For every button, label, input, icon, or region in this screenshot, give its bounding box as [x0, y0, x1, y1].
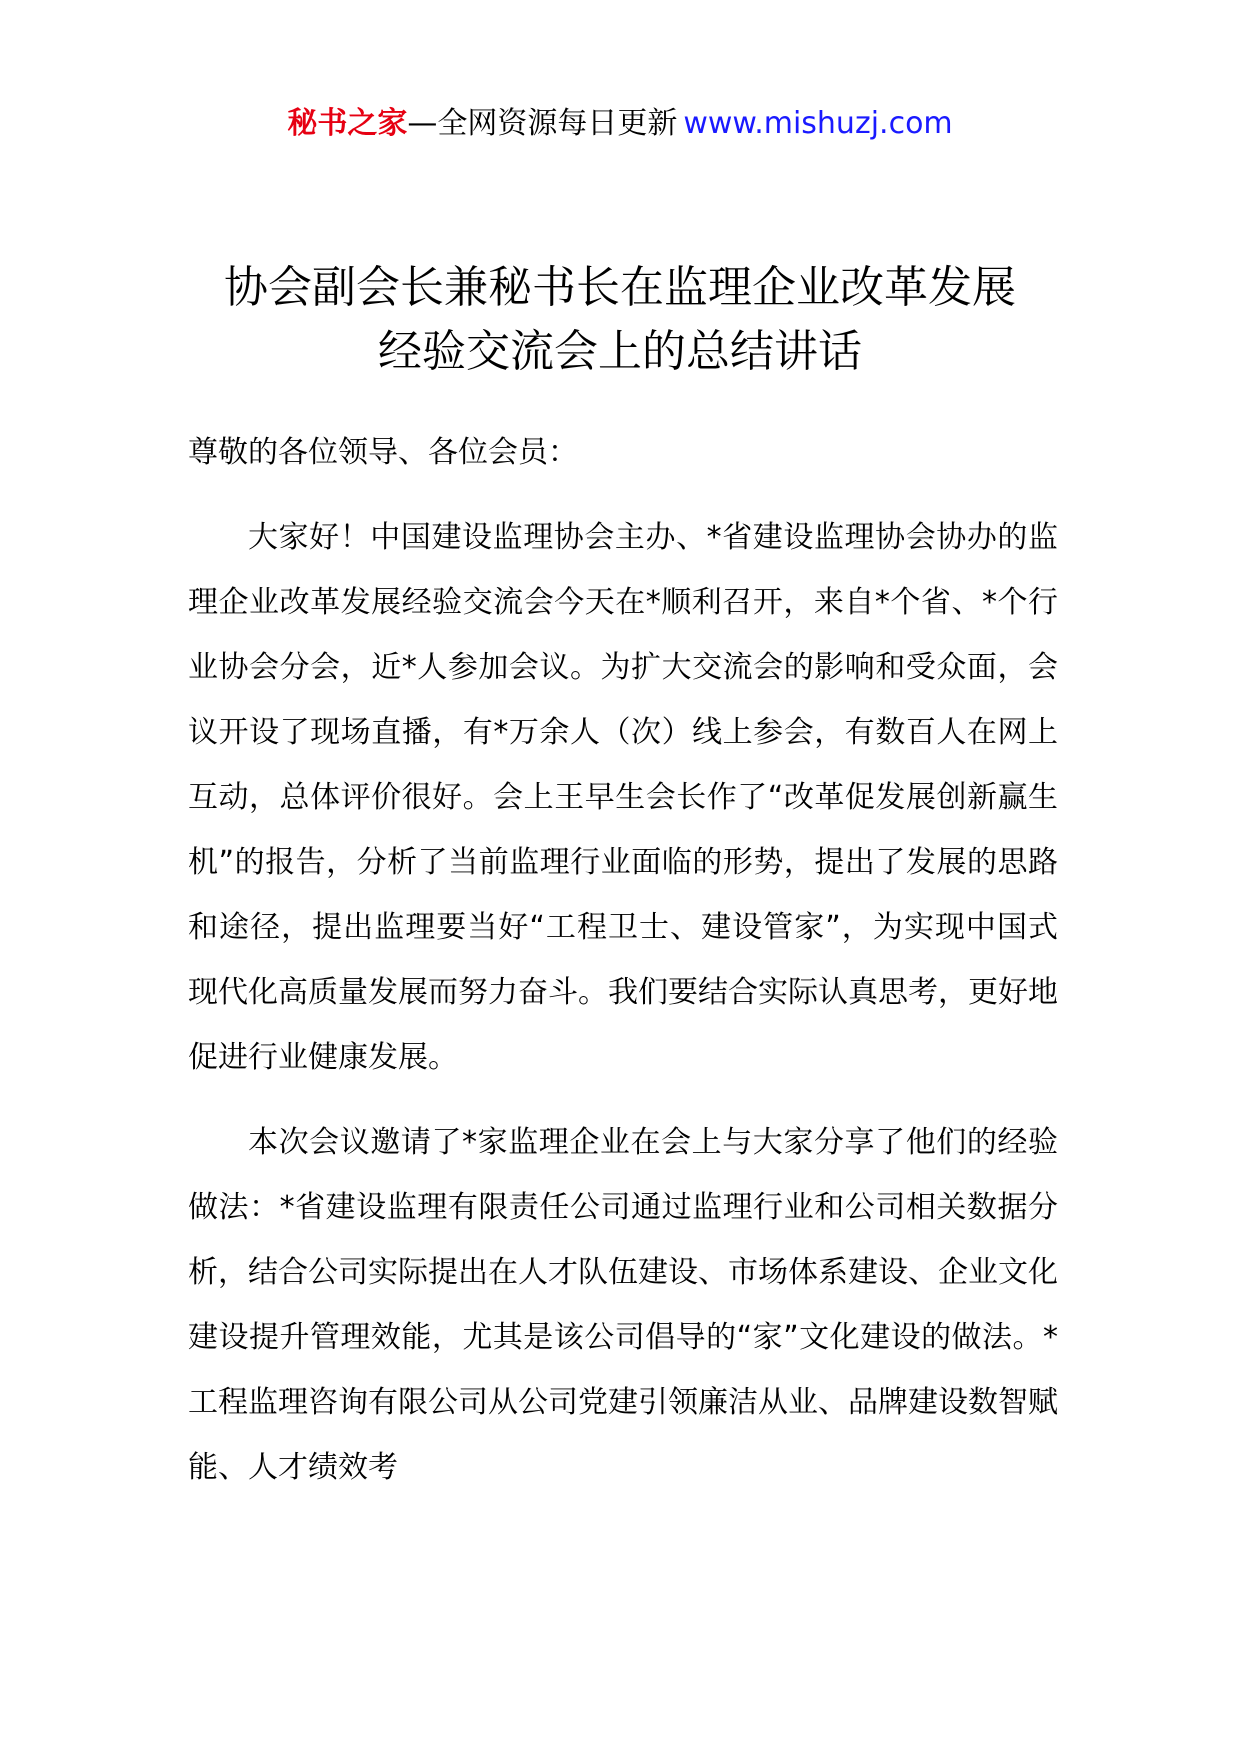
title-line-2: 经验交流会上的总结讲话 — [378, 326, 862, 377]
document-title — [0, 256, 1240, 384]
paragraph: 大家好！中国建设监理协会主办、*省建设监理协会协办的监理企业改革发展经验交流会今天在*顺利召开，来自*个省、*个行业协会分会，近*人参加会议。为扩大交流会的影响和受众面，会议开设了现场直播，有*万余人（次）线上参会，有数百人在网上互动，总体评价很好。会上王早生会长作了“改革促发展创新赢生机”的报告，分析了当前监理行业面临的形势，提出了发展的思路和途径，提出监理要当好“工程卫士、建设管家”，为实现中国式现代化高质量发展而努力奋斗。我们要结合实际认真思考，更好地促进行业健康发展。 — [188, 520, 1058, 1075]
salutation: 尊敬的各位领导、各位会员： — [188, 435, 578, 470]
header-brand: 秘书之家 — [287, 106, 408, 141]
header-slogan: —全网资源每日更新 — [407, 106, 678, 141]
site-header — [0, 102, 1240, 146]
title-line-1: 协会副会长兼秘书长在监理企业改革发展 — [224, 262, 1016, 313]
header-url-link[interactable]: www.mishuzj.com — [683, 106, 953, 141]
document-body — [188, 420, 1058, 1520]
paragraph: 本次会议邀请了*家监理企业在会上与大家分享了他们的经验做法：*省建设监理有限责任公司通过监理行业和公司相关数据分析，结合公司实际提出在人才队伍建设、市场体系建设、企业文化建设提升管理效能，尤其是该公司倡导的“家”文化建设的做法。*工程监理咨询有限公司从公司党建引领廉洁从业、品牌建设数智赋能、人才绩效考 — [188, 1125, 1058, 1485]
